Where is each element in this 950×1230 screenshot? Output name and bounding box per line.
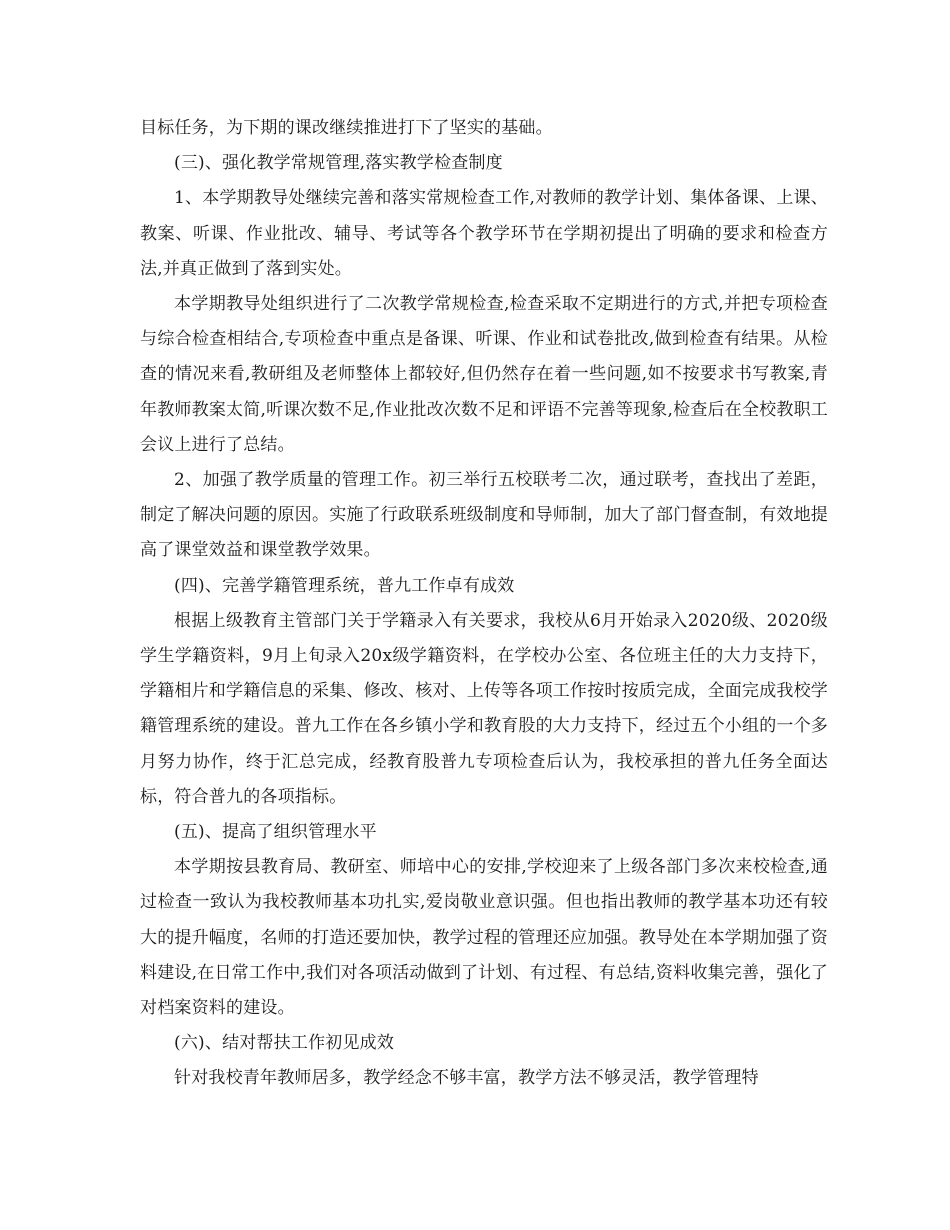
section-heading-4: (四)、完善学籍管理系统，普九工作卓有成效: [174, 575, 515, 596]
paragraph: 2、加强了教学质量的管理工作。初三举行五校联考二次，通过联考，查找出了差距，制定了解决问题的原因。实施了行政联系班级制度和导师制，加大了部门督查制，有效地提高了课堂效益和课堂教学效果。: [140, 470, 828, 561]
section-heading-5: (五)、提高了组织管理水平: [174, 822, 377, 843]
section-heading-6: (六)、结对帮扶工作初见成效: [174, 1033, 395, 1054]
paragraph: 针对我校青年教师居多，教学经念不够丰富，教学方法不够灵活，教学管理特: [174, 1068, 759, 1089]
paragraph: 根据上级教育主管部门关于学籍录入有关要求，我校从6月开始录入2020级、2020级学生学籍资料，9月上旬录入20x级学籍资料，在学校办公室、各位班主任的大力支持下，学籍相片和学籍信息的采集、修改、核对、上传等各项工作按时按质完成，全面完成我校学籍管理系统的建设。普九工作在各乡镇小学和教育股的大力支持下，经过五个小组的一个多月努力协作，终于汇总完成，经教育股普九专项检查后认为，我校承担的普九任务全面达标，符合普九的各项指标。: [140, 610, 828, 807]
paragraph: 1、本学期教导处继续完善和落实常规检查工作,对教师的教学计划、集体备课、上课、教案、听课、作业批改、辅导、考试等各个教学环节在学期初提出了明确的要求和检查方法,并真正做到了落到实处。: [140, 188, 828, 279]
section-heading-3: (三)、强化教学常规管理,落实教学检查制度: [174, 153, 503, 174]
paragraph-continued: 目标任务，为下期的课改继续推进打下了坚实的基础。: [140, 118, 553, 138]
paragraph: 本学期教导处组织进行了二次教学常规检查,检查采取不定期进行的方式,并把专项检查与综合检查相结合,专项检查中重点是备课、听课、作业和试卷批改,做到检查有结果。从检查的情况来看,教研组及老师整体上都较好,但仍然存在着一些问题,如不按要求书写教案,青年教师教案太简,听课次数不足,作业批改次数不足和评语不完善等现象,检查后在全校教职工会议上进行了总结。: [140, 294, 828, 455]
paragraph: 本学期按县教育局、教研室、师培中心的安排,学校迎来了上级各部门多次来校检查,通过检查一致认为我校教师基本功扎实,爱岗敬业意识强。但也指出教师的教学基本功还有较大的提升幅度，名师的打造还要加快，教学过程的管理还应加强。教导处在本学期加强了资料建设,在日常工作中,我们对各项活动做到了计划、有过程、有总结,资料收集完善，强化了对档案资料的建设。: [140, 857, 828, 1019]
document-body: [140, 111, 828, 1097]
